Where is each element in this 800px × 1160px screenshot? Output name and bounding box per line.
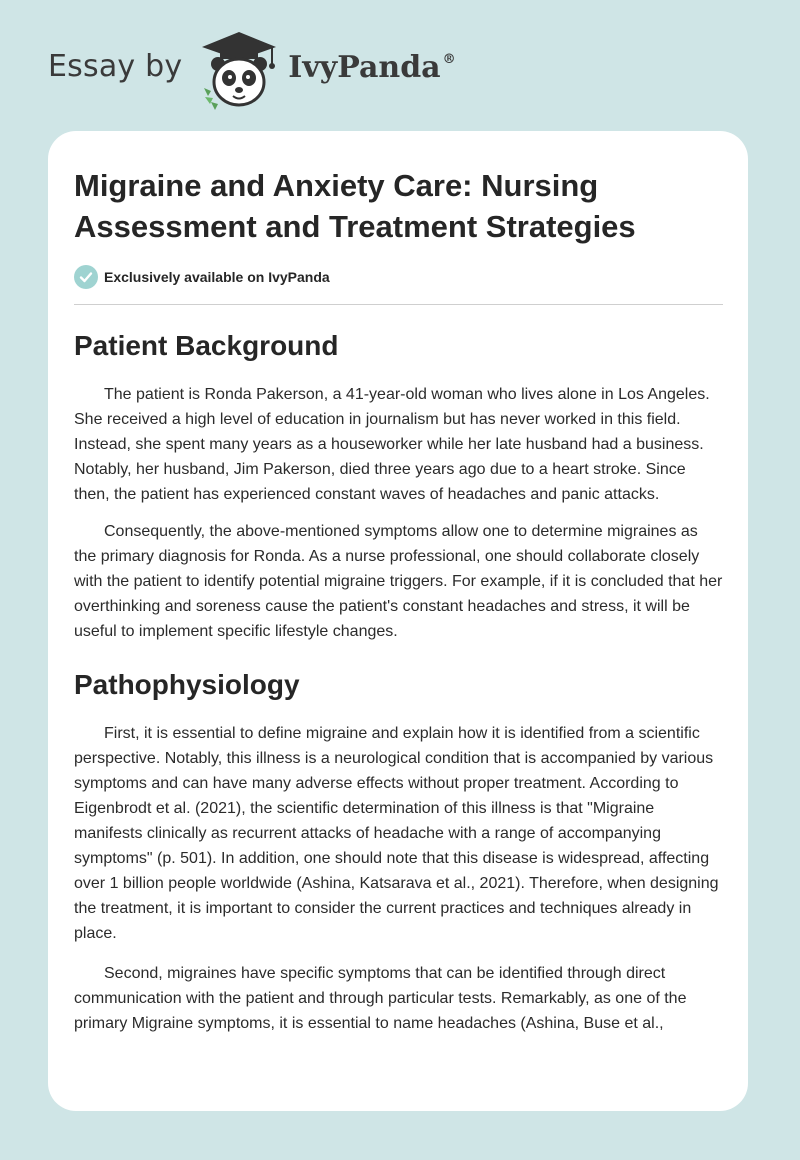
article-title: Migraine and Anxiety Care: Nursing Assessment and Treatment Strategies <box>74 168 636 244</box>
check-circle-icon <box>74 265 98 289</box>
panda-graduate-logo-icon[interactable] <box>196 30 282 110</box>
paragraph: Second, migraines have specific symptoms that can be identified through direct communication with the patient and through particular tests. Remarkably, as one of the primary Migraine symptoms, it is essential to name headaches (Ashina, Buse et al., <box>74 965 687 1032</box>
section-heading-patient-background: Patient Background <box>74 330 339 361</box>
registered-mark: ® <box>442 51 456 67</box>
essay-by-label: Essay by <box>48 48 183 84</box>
exclusive-badge-label: Exclusively available on IvyPanda <box>104 269 330 285</box>
brand-name[interactable]: IvyPanda ® <box>288 49 456 85</box>
title-divider <box>74 304 723 305</box>
article-card <box>48 131 748 1111</box>
paragraph: Consequently, the above-mentioned symptoms allow one to determine migraines as the primary diagnosis for Ronda. As a nurse professional, one should collaborate closely with the patient to identify potential migraine triggers. For example, if it is concluded that her overthinking and soreness cause the patient's constant headaches and stress, it will be useful to implement specific lifestyle changes. <box>74 523 723 640</box>
section-heading-pathophysiology: Pathophysiology <box>74 669 300 700</box>
site-header <box>48 30 752 110</box>
exclusive-badge <box>74 265 724 289</box>
paragraph: First, it is essential to define migraine and explain how it is identified from a scientific perspective. Notably, this illness is a neurological condition that is accompanied by various symptoms and can have many adverse effects without proper treatment. According to Eigenbrodt et al. (2021), the scientific determination of this illness is that "Migraine manifests clinically as recurrent attacks of headache with a range of accompanying symptoms" (p. 501). In addition, one should note that this disease is widespread, affecting over 1 billion people worldwide (Ashina, Katsarava et al., 2021). Therefore, when designing the treatment, it is important to consider the current practices and techniques already in place. <box>74 725 719 942</box>
paragraph: The patient is Ronda Pakerson, a 41-year-old woman who lives alone in Los Angeles. She received a high level of education in journalism but has never worked in this field. Instead, she spent many years as a houseworker while her late husband had a business. Notably, her husband, Jim Pakerson, died three years ago due to a heart stroke. Since then, the patient has experienced constant waves of headaches and panic attacks. <box>74 386 710 503</box>
article-content <box>74 131 724 1036</box>
